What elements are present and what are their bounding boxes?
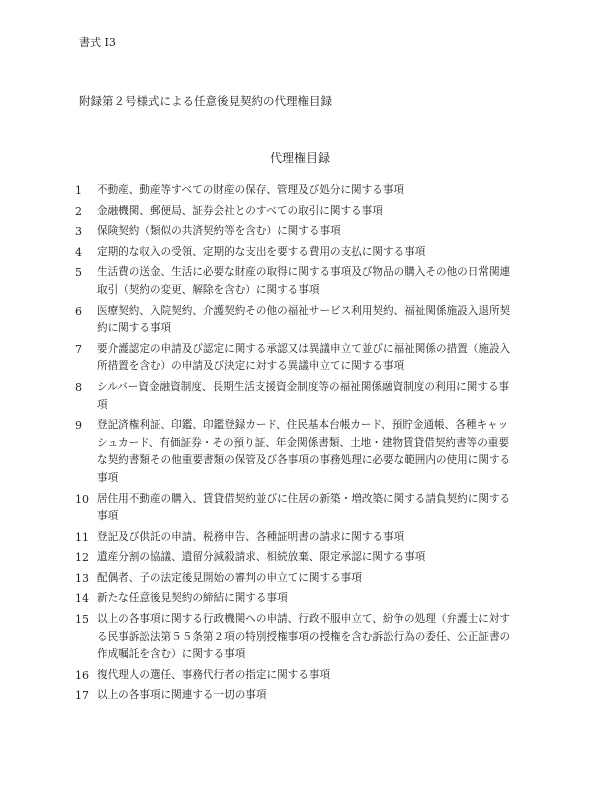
list-item <box>75 549 540 567</box>
item-number: 13 <box>75 571 89 585</box>
item-text: 配偶者、子の法定後見開始の審判の申立てに関する事項 <box>97 571 362 584</box>
item-number: 8 <box>75 380 82 394</box>
item-number: 2 <box>75 204 82 218</box>
item-text: 居住用不動産の購入、賃貸借契約並びに住居の新築・増改築に関する請負契約に関する 事項 <box>97 492 511 523</box>
form-number: 書式 I3 <box>79 36 116 49</box>
list-item <box>75 264 540 299</box>
item-number: 7 <box>75 342 82 356</box>
item-text: 以上の各事項に関する行政機関への申請、行政不服申立て、紛争の処理（弁護士に対す る民事訴訟法第５５条第２項の特別授権事項の授権を含む訴訟行為の委任、公正証書の 作成嘱託を含む）に関する事項 <box>97 613 511 661</box>
item-text: シルバー資金融資制度、長期生活支援資金制度等の福祉関係融資制度の利用に関する事 項 <box>97 380 510 411</box>
authority-list <box>75 182 540 708</box>
list-item <box>75 529 540 547</box>
list-item <box>75 341 540 376</box>
item-text: 以上の各事項に関連する一切の事項 <box>97 689 267 702</box>
item-text: 登記済権利証、印鑑、印鑑登録カード、住民基本台帳カード、預貯金通帳、各種キャッ シュカード、有価証券・その預り証、年金関係書類、土地・建物賃貸借契約書等の重要 な契約書類その他重要書類の保管及び各事項の事務処理に必要な範囲内の使用に関する 事項 <box>97 419 511 484</box>
document-title: 附録第２号様式による任意後見契約の代理権目録 <box>79 94 332 108</box>
item-number: 14 <box>75 592 89 606</box>
list-item <box>75 203 540 221</box>
list-item <box>75 491 540 526</box>
item-text: 金融機関、郵便局、証券会社とのすべての取引に関する事項 <box>97 204 383 217</box>
item-number: 11 <box>75 530 89 544</box>
item-text: 復代理人の選任、事務代行者の指定に関する事項 <box>97 668 331 681</box>
item-number: 16 <box>75 668 89 682</box>
list-item <box>75 590 540 608</box>
list-item <box>75 570 540 588</box>
item-number: 17 <box>75 689 89 703</box>
item-text: 遺産分割の協議、遺留分減殺請求、相続放棄、限定承認に関する事項 <box>97 551 426 564</box>
item-number: 1 <box>75 184 82 197</box>
item-number: 15 <box>75 613 89 627</box>
list-item <box>75 417 540 487</box>
list-item <box>75 667 540 685</box>
item-number: 9 <box>75 419 82 433</box>
list-item <box>75 611 540 664</box>
item-text: 登記及び供託の申請、税務申告、各種証明書の請求に関する事項 <box>97 530 405 543</box>
item-number: 10 <box>75 492 89 506</box>
item-text: 定期的な収入の受領、定期的な支出を要する費用の支払に関する事項 <box>97 245 426 258</box>
item-number: 3 <box>75 225 82 239</box>
item-text: 医療契約、入院契約、介護契約その他の福祉サービス利用契約、福祉関係施設入退所契 約に関する事項 <box>97 304 511 335</box>
list-item <box>75 687 540 705</box>
item-number: 12 <box>75 551 89 565</box>
list-item <box>75 244 540 262</box>
item-text: 要介護認定の申請及び認定に関する承認又は異議申立て並びに福祉関係の措置（施設入 所措置を含む）の申請及び決定に対する異議申立てに関する事項 <box>97 342 511 373</box>
item-number: 5 <box>75 266 82 280</box>
item-text: 保険契約（類似の共済契約等を含む）に関する事項 <box>97 225 341 238</box>
item-text: 不動産、動産等すべての財産の保存、管理及び処分に関する事項 <box>97 184 405 196</box>
item-number: 6 <box>75 304 82 318</box>
list-item <box>75 303 540 338</box>
list-item <box>75 379 540 414</box>
list-item <box>75 223 540 241</box>
item-text: 生活費の送金、生活に必要な財産の取得に関する事項及び物品の購入その他の日常関連 取引（契約の変更、解除を含む）に関する事項 <box>97 266 511 296</box>
item-text: 新たな任意後見契約の締結に関する事項 <box>97 592 288 605</box>
item-number: 4 <box>75 245 82 259</box>
list-heading: 代理権目録 <box>269 151 330 165</box>
list-item <box>75 182 540 200</box>
